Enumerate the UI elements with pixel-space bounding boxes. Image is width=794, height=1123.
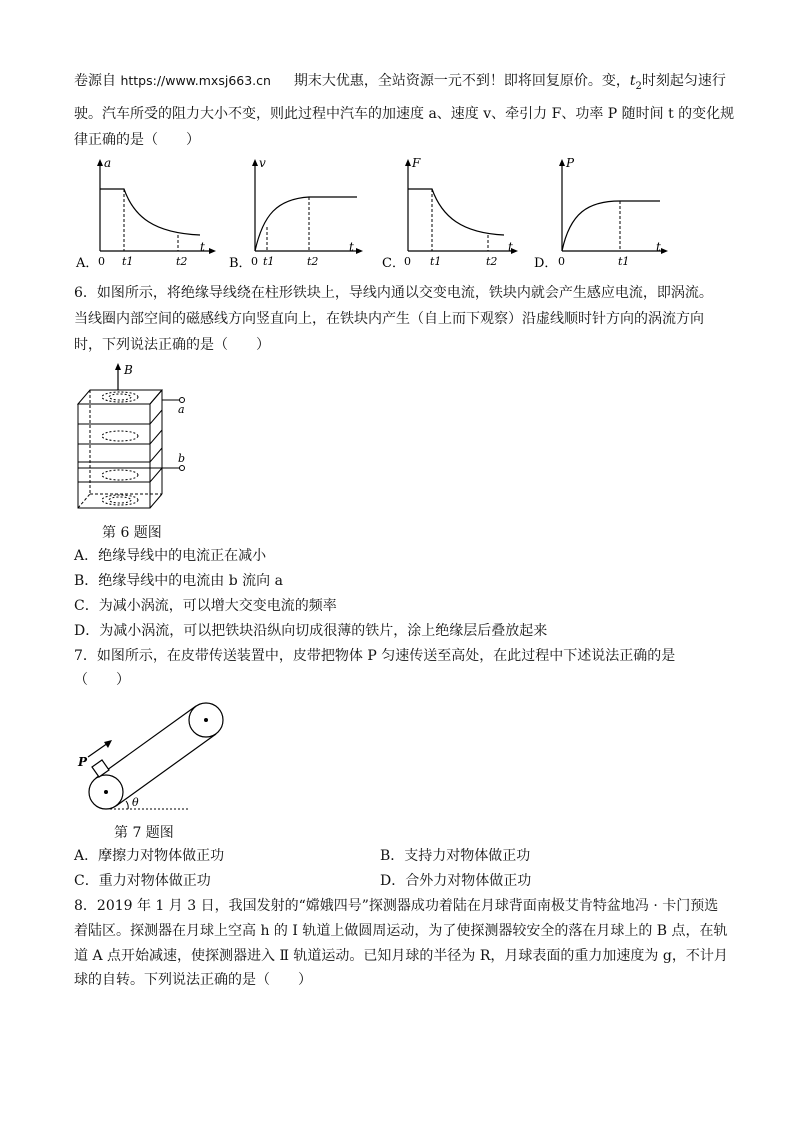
origin-label-d: 0 xyxy=(558,255,565,268)
option-a-label: A． xyxy=(76,256,99,271)
q5-graph-c xyxy=(380,155,530,273)
q7-line-1: 7．如图所示，在皮带传送装置中，皮带把物体 P 匀速传送至高处，在此过程中下述说法正确的是 xyxy=(74,648,676,664)
t-label-a: t xyxy=(200,240,205,254)
origin-label-a: 0 xyxy=(98,255,105,268)
origin-label-c: 0 xyxy=(404,255,411,268)
t2-label-b: t2 xyxy=(307,255,319,268)
q6-line-3: 时，下列说法正确的是（ ） xyxy=(74,337,270,353)
q8-line-1: 8．2019 年 1 月 3 日，我国发射的“嫦娥四号”探测器成功着陆在月球背面南极艾肯特盆地冯 · 卡门预选 xyxy=(74,898,719,914)
q6-coil-figure xyxy=(70,360,210,520)
q5-graph-d xyxy=(532,155,682,273)
q6-option-c: C．为减小涡流，可以增大交变电流的频率 xyxy=(74,598,337,614)
t-label-b: t xyxy=(349,240,354,254)
q7-option-a: A．摩擦力对物体做正功 xyxy=(74,848,225,864)
header-continuation: 时刻起匀速行 xyxy=(641,73,726,89)
t1-label-a: t1 xyxy=(122,255,134,268)
terminal-a-label: a xyxy=(178,403,185,416)
t1-label-d: t1 xyxy=(618,255,630,268)
t1-label-c: t1 xyxy=(430,255,442,268)
y-axis-label-d: P xyxy=(566,156,575,170)
q7-conveyor-figure xyxy=(70,695,240,817)
header-line xyxy=(74,71,726,97)
q6-line-1: 6．如图所示，将绝缘导线绕在柱形铁块上，导线内通以交变电流，铁块内就会产生感应电流，即涡流。 xyxy=(74,285,713,301)
q6-option-d: D．为减小涡流，可以把铁块沿纵向切成很薄的铁片，涂上绝缘层后叠放起来 xyxy=(74,623,548,639)
option-d-label: D． xyxy=(534,256,558,271)
y-axis-label-b: v xyxy=(259,156,266,170)
promo-text: 期末大优惠，全站资源一元不到！即将回复原价。变， xyxy=(293,73,630,89)
option-b-label: B． xyxy=(229,256,252,271)
q8-line-4: 球的自转。下列说法正确的是（ ） xyxy=(74,972,312,988)
y-axis-label-c: F xyxy=(412,156,421,170)
q6-option-a: A．绝缘导线中的电流正在减小 xyxy=(74,548,267,564)
q8-line-3: 道 A 点开始减速，使探测器进入 Ⅱ 轨道运动。已知月球的半径为 R，月球表面的重力加速度为 g，不计月 xyxy=(74,948,728,964)
q6-caption: 第 6 题图 xyxy=(102,525,162,541)
q8-line-2: 着陆区。探测器在月球上空高 h 的 Ⅰ 轨道上做圆周运动，为了使探测器较安全的落在月球上的 B 点，在轨 xyxy=(74,923,728,939)
q7-option-b: B．支持力对物体做正功 xyxy=(380,848,531,864)
q7-line-2: （ ） xyxy=(74,672,130,688)
y-axis-label-a: a xyxy=(104,156,112,170)
q5-graph-b xyxy=(227,155,377,273)
t2-symbol: t xyxy=(629,73,636,89)
t2-label-c: t2 xyxy=(486,255,498,268)
block-p-label: P xyxy=(78,755,88,769)
source-url[interactable]: https://www.mxsj663.cn xyxy=(120,73,271,88)
q6-option-b: B．绝缘导线中的电流由 b 流向 a xyxy=(74,573,283,589)
t2-label-a: t2 xyxy=(176,255,188,268)
t1-label-b: t1 xyxy=(263,255,275,268)
option-c-label: C． xyxy=(382,256,405,271)
origin-label-b: 0 xyxy=(251,255,258,268)
q7-caption: 第 7 题图 xyxy=(114,825,174,841)
terminal-b-label: b xyxy=(178,452,186,465)
q7-option-d: D．合外力对物体做正功 xyxy=(380,873,532,889)
q6-line-2: 当线圈内部空间的磁感线方向竖直向上，在铁块内产生（自上而下观察）沿虚线顺时针方向的涡流方向 xyxy=(74,311,704,327)
q7-option-c: C．重力对物体做正功 xyxy=(74,873,211,889)
t2-subscript: 2 xyxy=(635,80,642,92)
t-label-d: t xyxy=(656,240,661,254)
t-label-c: t xyxy=(508,240,513,254)
q5-line-1: 驶。汽车所受的阻力大小不变，则此过程中汽车的加速度 a、速度 v、牵引力 F、功率 P 随时间 t 的变化规 xyxy=(74,106,735,122)
q5-graph-a xyxy=(74,155,224,273)
source-prefix: 卷源自 xyxy=(74,73,116,89)
b-field-label: B xyxy=(124,363,133,377)
q5-line-2: 律正确的是（ ） xyxy=(74,132,200,148)
theta-label: θ xyxy=(132,796,139,809)
